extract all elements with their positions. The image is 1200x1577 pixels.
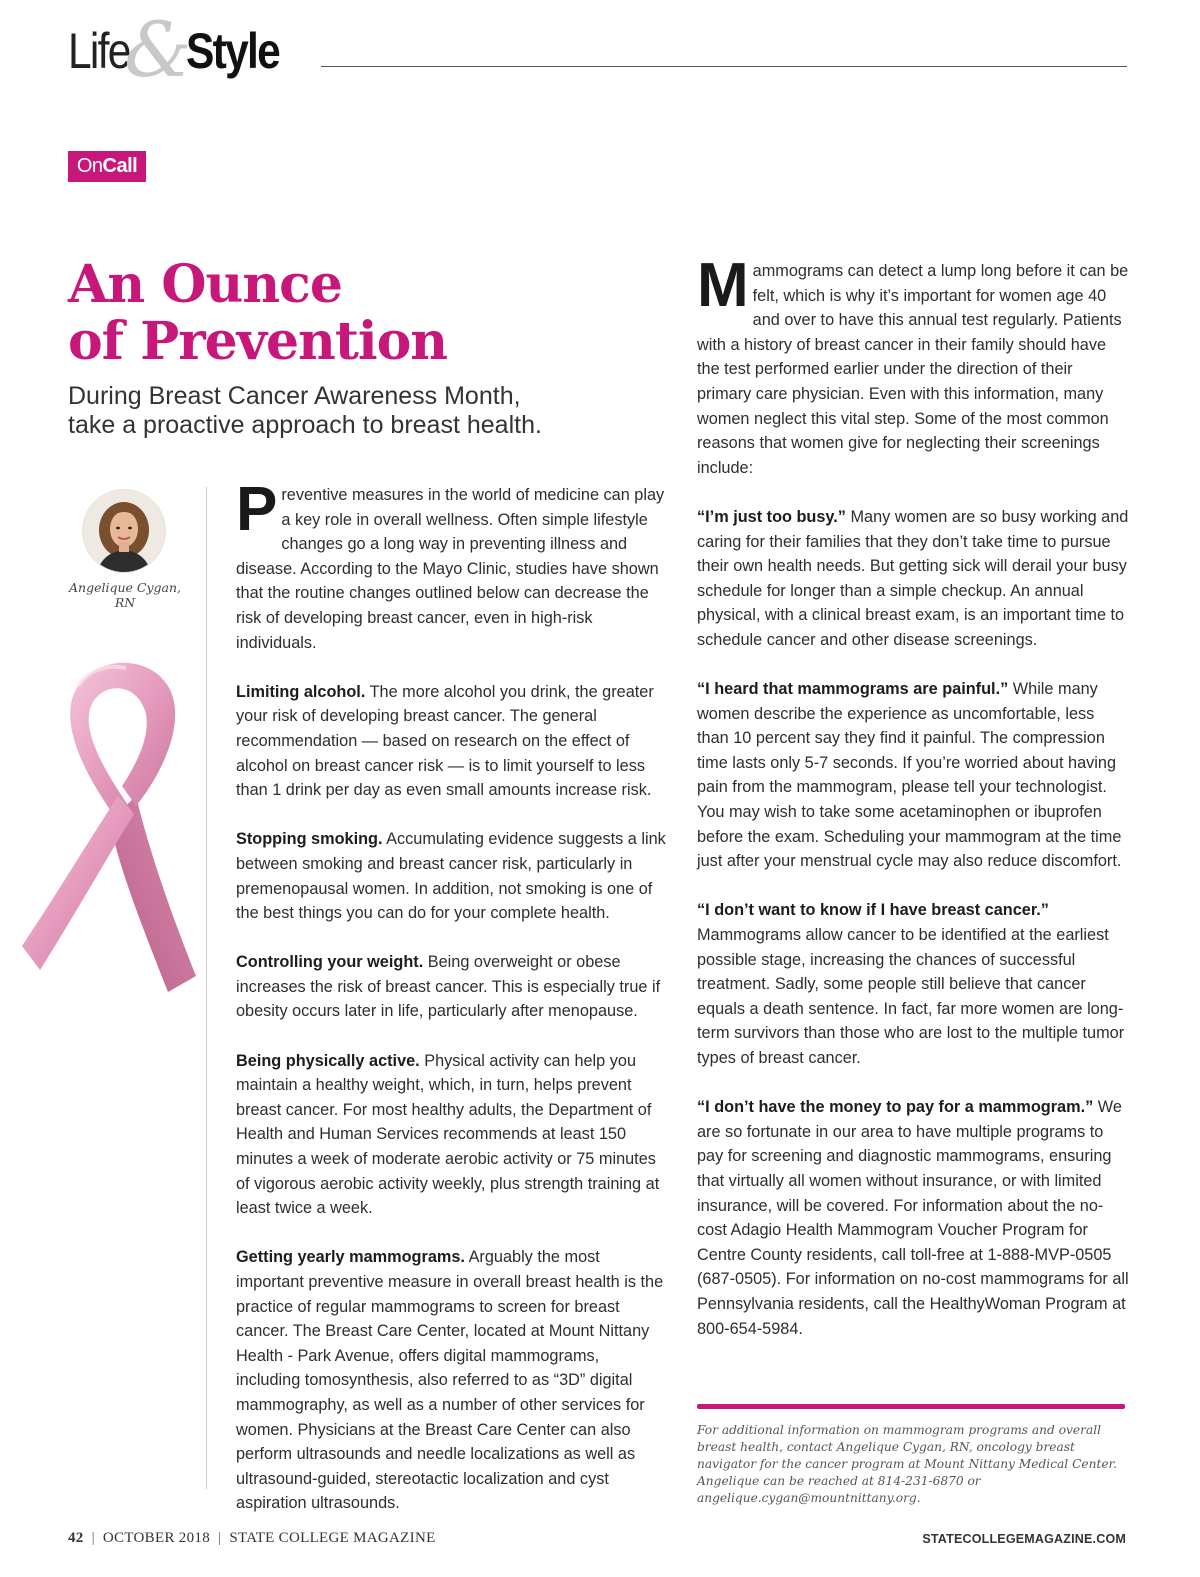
tip-body: Being overweight or obese increases the risk of breast cancer. This is especially true if obesity occurs later in life, particularly after menopause. xyxy=(236,953,661,1021)
reason-paragraph xyxy=(697,677,1129,874)
tip-paragraph xyxy=(236,950,666,1024)
footer-separator: | xyxy=(218,1530,222,1546)
header-rule xyxy=(321,66,1127,67)
headline-line-2: of Prevention xyxy=(68,311,448,372)
tip-paragraph xyxy=(236,1245,666,1516)
masthead xyxy=(68,5,1130,94)
intro-text: ammograms can detect a lump long before it can be felt, which is why it’s important for women age 40 and over to have this annual test regularly. Patients with a history of breast cancer in their family should have the test performed earlier under the direction of their primary care physician. Even with this information, many women neglect this vital step. Some of the most common reasons that women give for neglecting their screenings include: xyxy=(697,262,1129,477)
issue-date: OCTOBER 2018 xyxy=(102,1530,211,1546)
tip-body: Arguably the most important preventive measure in overall breast health is the practice of regular mammograms to screen for breast cancer. The Breast Care Center, located at Mount Nittany Health - Park Avenue, offers digital mammograms, including tomosynthesis, also referred to as “3D” digital mammography, as well as a number of other services for women. Physicians at the Breast Care Center can also perform ultrasounds and needle localizations as well as ultrasound-guided, stereotactic localization and cyst aspiration ultrasounds. xyxy=(236,1248,664,1513)
tip-heading: Limiting alcohol. xyxy=(236,682,366,701)
deck-line-1: During Breast Cancer Awareness Month, xyxy=(68,382,521,410)
contact-footnote: For additional information on mammogram programs and overall breast health, contact Angelique Cygan, RN, oncology breast navigator for the cancer program at Mount Nittany Medical Center. Angelique can be reached at 814-231-6870 or angelique.cygan@mountnittany.org. xyxy=(697,1423,1117,1505)
magazine-name: STATE COLLEGE MAGAZINE xyxy=(229,1530,436,1546)
reason-body: Many women are so busy working and caring for their families that they don’t take time to pursue their own health needs. But getting sick will derail your busy schedule for longer than a simple checkup. An annual physical, with a clinical breast exam, is an important time to schedule cancer and other disease screenings. xyxy=(697,507,1129,649)
reason-paragraph xyxy=(697,1095,1129,1341)
intro-paragraph xyxy=(236,475,666,655)
page-number: 42 xyxy=(68,1530,84,1546)
article-column-right xyxy=(697,251,1129,1366)
reason-heading: “I heard that mammograms are painful.” xyxy=(697,680,1009,699)
reason-body: Mammograms allow cancer to be identified at the earliest possible stage, increasing the chances of successful treatment. Sadly, some people still believe that cancer equals a death sentence. In fact, far more women are long-term survivors than those who are lost to the multiple tumor types of breast cancer. xyxy=(697,926,1125,1067)
reason-body: We are so fortunate in our area to have multiple programs to pay for screening and diagnostic mammograms, ensuring that virtually all women without insurance, or with limited insurance, will be covered. For information about the no-cost Adagio Health Mammogram Voucher Program for Centre County residents, call toll-free at 1-888-MVP-0505 (687-0505). For information on no-cost mammograms for all Pennsylvania residents, call the HealthyWoman Program at 800-654-5984. xyxy=(697,1098,1129,1338)
life-style-logo xyxy=(68,5,308,94)
article-headline xyxy=(68,256,628,370)
logo-life-text: Life xyxy=(68,23,130,79)
author-caption: Angelique Cygan, RN xyxy=(69,580,181,610)
column-divider xyxy=(206,487,207,1489)
author-portrait-icon xyxy=(83,490,165,572)
author-photo xyxy=(83,490,165,572)
drop-cap: P xyxy=(236,475,278,544)
tip-paragraph xyxy=(236,1049,666,1221)
tip-heading: Controlling your weight. xyxy=(236,953,424,972)
pink-ribbon-icon xyxy=(18,646,216,996)
tip-heading: Stopping smoking. xyxy=(236,830,383,849)
reason-body: While many women describe the experience as uncomfortable, less than 10 percent say they find it painful. The compression time lasts only 5-7 seconds. If you’re worried about having pain from the mammogram, please tell your technologist. You may wish to take some acetaminophen or ibuprofen before the exam. Scheduling your mammogram at the time just after your menstrual cycle may also reduce discomfort. xyxy=(697,680,1122,871)
reason-heading: “I don’t want to know if I have breast cancer.” xyxy=(697,901,1049,920)
tip-body: Physical activity can help you maintain a healthy weight, which, in turn, helps prevent breast cancer. For most healthy adults, the Department of Health and Human Services recommends at least 150 minutes a week of moderate aerobic activity or 75 minutes of vigorous aerobic activity weekly, plus strength training at least twice a week. xyxy=(236,1051,660,1218)
intro-text: reventive measures in the world of medicine can play a key role in overall wellness. Often simple lifestyle changes go a long way in preventing illness and disease. According to the Mayo Clinic, studies have shown that the routine changes outlined below can decrease the risk of developing breast cancer, even in high-risk individuals. xyxy=(236,486,665,652)
reason-heading: “I don’t have the money to pay for a mammogram.” xyxy=(697,1098,1094,1117)
tip-paragraph xyxy=(236,827,666,925)
reason-heading: “I’m just too busy.” xyxy=(697,507,846,526)
page-footer-left xyxy=(68,1530,436,1547)
footer-separator: | xyxy=(91,1530,95,1546)
intro-paragraph xyxy=(697,251,1129,480)
tip-heading: Getting yearly mammograms. xyxy=(236,1248,465,1267)
tip-paragraph xyxy=(236,680,666,803)
section-tag-on: On xyxy=(76,155,103,177)
logo-style-text: Style xyxy=(186,23,280,79)
tip-body: Accumulating evidence suggests a link between smoking and breast cancer risk, particularly in premenopausal women. In addition, not smoking is one of the best things you can do for your complete health. xyxy=(236,830,666,923)
section-tag-call: Call xyxy=(102,155,138,177)
deck-line-2: take a proactive approach to breast health. xyxy=(68,411,542,439)
article-deck xyxy=(68,382,668,440)
reason-paragraph xyxy=(697,898,1129,1070)
section-tag-oncall xyxy=(68,151,146,182)
logo-ampersand: & xyxy=(124,5,192,94)
tip-body: The more alcohol you drink, the greater your risk of developing breast cancer. The general recommendation — based on research on the effect of alcohol on breast cancer risk — is to limit yourself to less than 1 drink per day as even small amounts increase risk. xyxy=(236,682,654,800)
website-url[interactable]: STATECOLLEGEMAGAZINE.COM xyxy=(922,1532,1126,1546)
footnote-rule xyxy=(697,1404,1125,1409)
headline-line-1: An Ounce xyxy=(68,254,342,315)
tip-heading: Being physically active. xyxy=(236,1051,420,1070)
drop-cap: M xyxy=(697,251,749,320)
article-column-left xyxy=(236,475,666,1541)
reason-paragraph xyxy=(697,505,1129,653)
